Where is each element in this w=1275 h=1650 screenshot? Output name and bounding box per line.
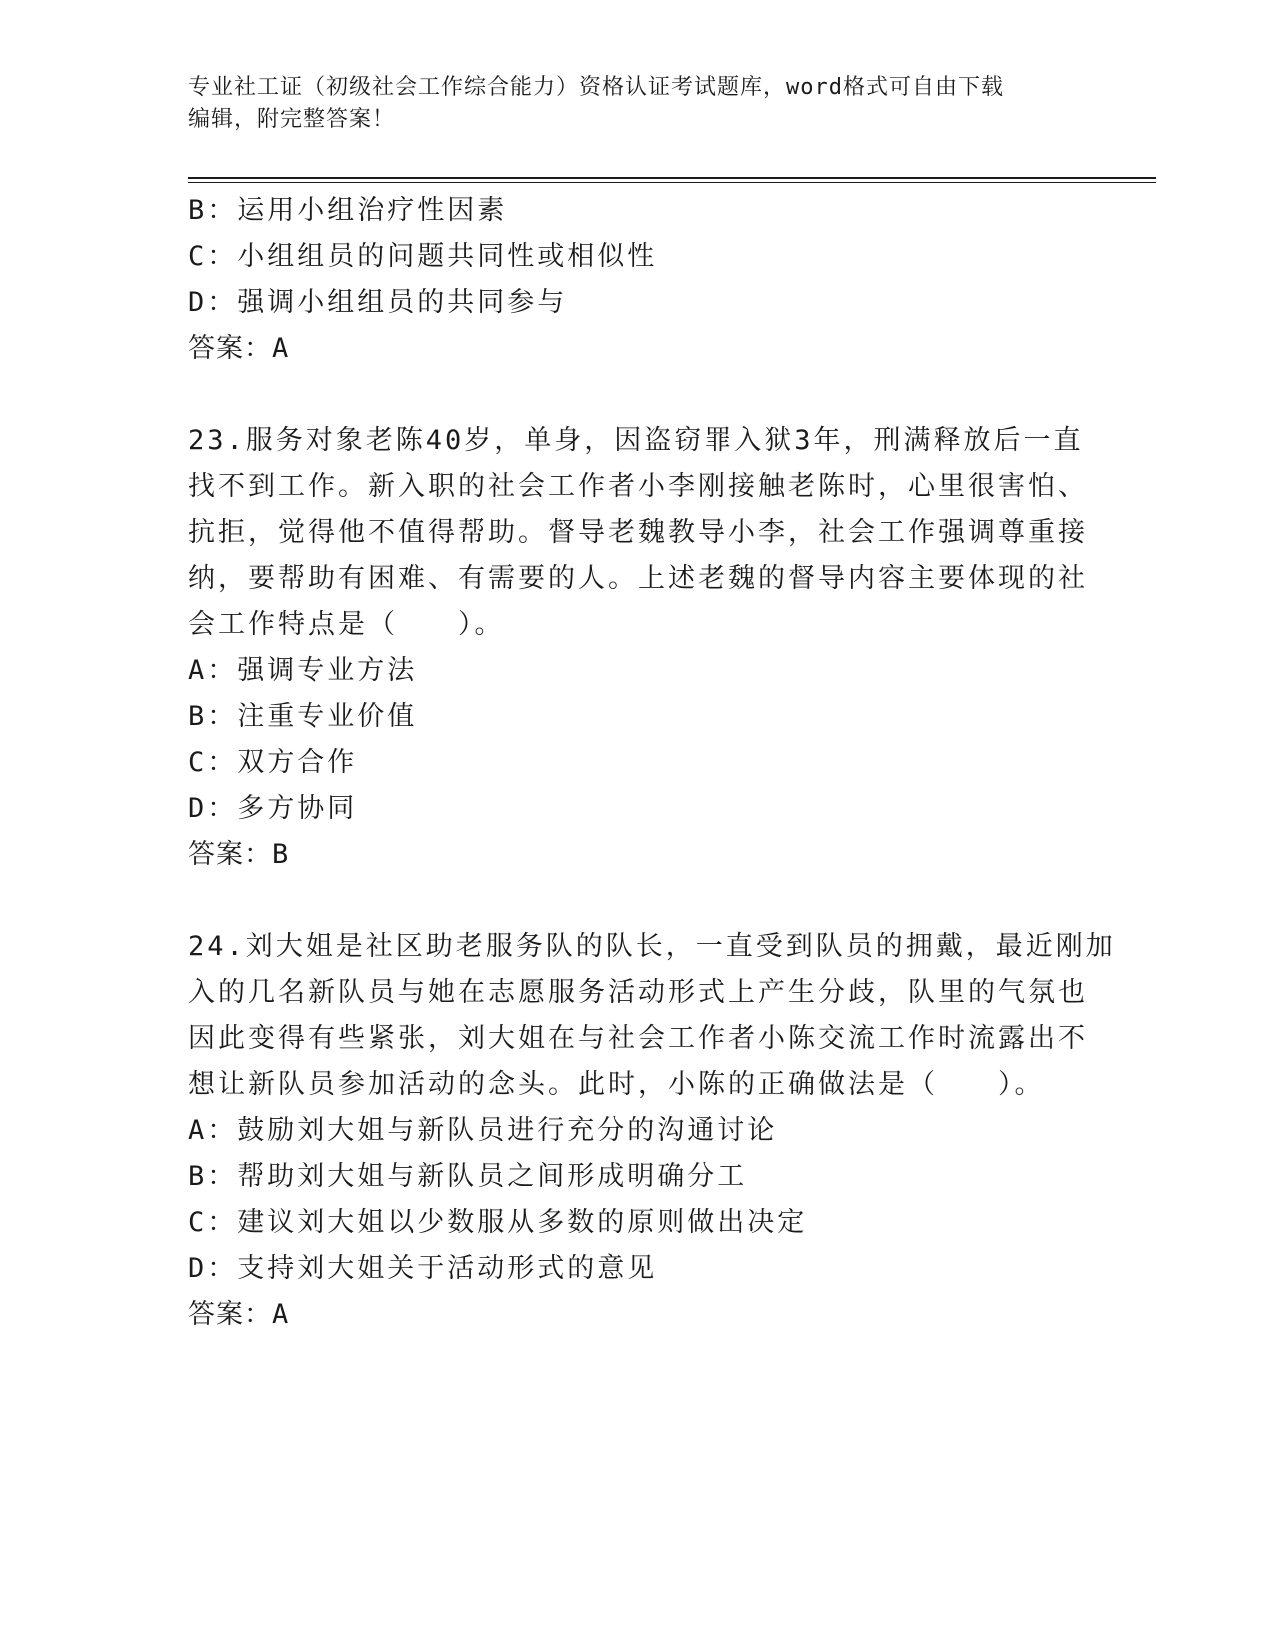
answer-value: A: [272, 333, 292, 364]
option-b: B：注重专业价值: [188, 701, 418, 732]
answer-line: [188, 832, 1088, 878]
option-b: B：运用小组治疗性因素: [188, 195, 508, 226]
question-stem-line: 24.刘大姐是社区助老服务队的队长，一直受到队员的拥戴，最近刚加: [188, 931, 1116, 962]
answer-line: [188, 326, 1088, 372]
answer-label: 答案：: [188, 839, 272, 870]
option-b: B：帮助刘大姐与新队员之间形成明确分工: [188, 1161, 748, 1192]
answer-label: 答案：: [188, 1299, 272, 1330]
question-stem-line: 抗拒，觉得他不值得帮助。督导老魏教导小李，社会工作强调尊重接: [188, 517, 1088, 548]
answer-value: B: [272, 839, 292, 870]
option-c: C：小组组员的问题共同性或相似性: [188, 241, 658, 272]
header-divider-thick: [188, 177, 1156, 179]
option-d: D：多方协同: [188, 793, 358, 824]
question-stem-line: 想让新队员参加活动的念头。此时，小陈的正确做法是（ ）。: [188, 1069, 1045, 1100]
header-line-2: 编辑，附完整答案！: [188, 107, 396, 132]
answer-label: 答案：: [188, 333, 272, 364]
question-spacer: [188, 372, 1088, 418]
header-divider-thin: [188, 182, 1156, 183]
option-d: D：支持刘大姐关于活动形式的意见: [188, 1253, 658, 1284]
option-c: C：建议刘大姐以少数服从多数的原则做出决定: [188, 1207, 808, 1238]
answer-line: [188, 1292, 1088, 1338]
header-line-1: 专业社工证（初级社会工作综合能力）资格认证考试题库，word格式可自由下载: [188, 75, 1004, 100]
question-stem-line: 会工作特点是（ ）。: [188, 609, 505, 640]
option-a: A：强调专业方法: [188, 655, 418, 686]
answer-value: A: [272, 1299, 292, 1330]
page-header: [188, 72, 1088, 136]
question-stem-line: 入的几名新队员与她在志愿服务活动形式上产生分歧，队里的气氛也: [188, 977, 1088, 1008]
question-spacer: [188, 878, 1088, 924]
question-content: [188, 188, 1116, 1338]
question-22: [188, 188, 1088, 372]
option-d: D：强调小组组员的共同参与: [188, 287, 568, 318]
question-stem-line: 23.服务对象老陈40岁，单身，因盗窃罪入狱3年，刑满释放后一直: [188, 425, 1084, 456]
question-24: [188, 924, 1116, 1338]
question-23: [188, 418, 1088, 878]
option-c: C：双方合作: [188, 747, 358, 778]
question-stem-line: 纳，要帮助有困难、有需要的人。上述老魏的督导内容主要体现的社: [188, 563, 1088, 594]
question-stem-line: 因此变得有些紧张，刘大姐在与社会工作者小陈交流工作时流露出不: [188, 1023, 1088, 1054]
option-a: A：鼓励刘大姐与新队员进行充分的沟通讨论: [188, 1115, 778, 1146]
question-stem-line: 找不到工作。新入职的社会工作者小李刚接触老陈时，心里很害怕、: [188, 471, 1088, 502]
